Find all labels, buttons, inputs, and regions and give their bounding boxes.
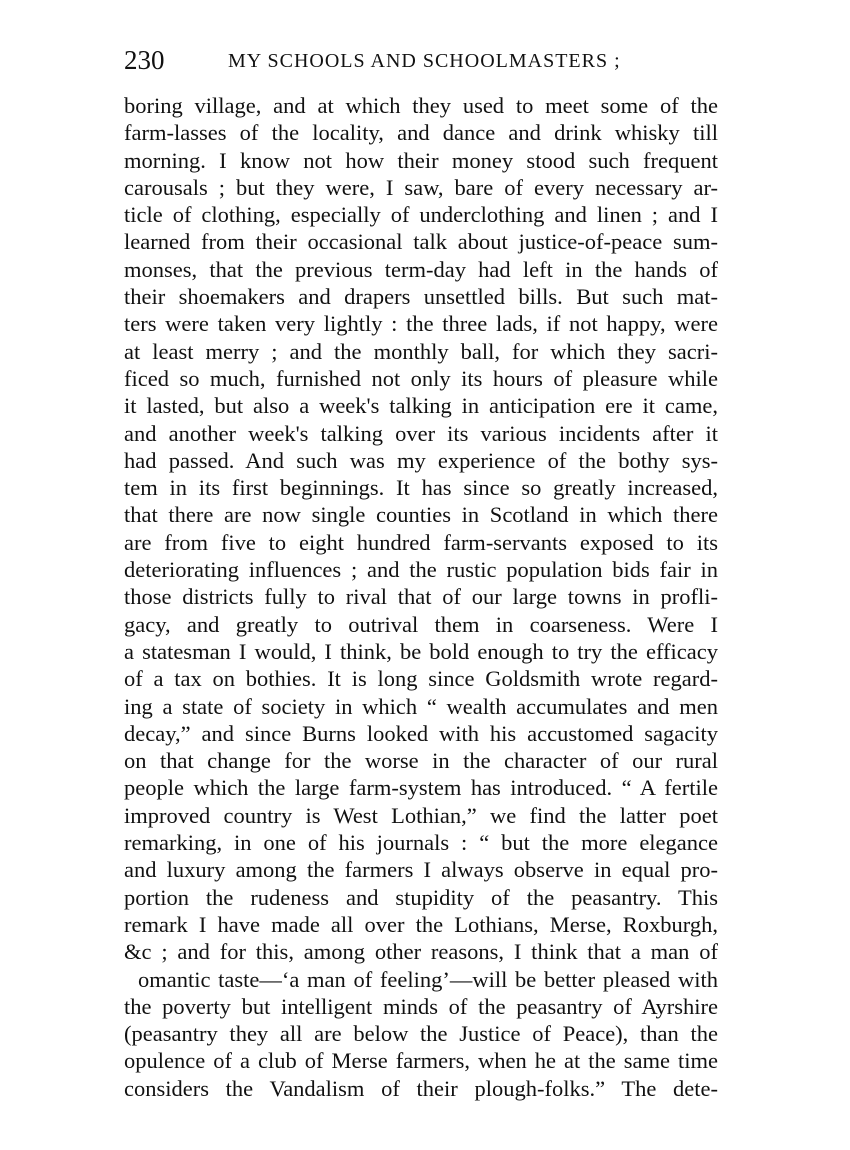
text-line: omantic taste—‘a man of feeling’—will be better pleased with — [138, 966, 718, 992]
text-line: ing a state of society in which “ wealth accumulates and men — [124, 693, 718, 719]
text-line: farm-lasses of the locality, and dance and drink whisky till — [124, 120, 718, 146]
text-line: a statesman I would, I think, be bold enough to try the efficacy — [124, 638, 718, 664]
text-line: on that change for the worse in the character of our rural — [124, 748, 718, 774]
text-line: &c ; and for this, among other reasons, I think that a man of — [124, 939, 718, 965]
text-line: at least merry ; and the monthly ball, for which they sacri- — [124, 338, 718, 364]
text-line: learned from their occasional talk about justice-of-peace sum- — [124, 229, 718, 255]
text-line: portion the rudeness and stupidity of the peasantry. This — [124, 884, 718, 910]
running-title: MY SCHOOLS AND SCHOOLMASTERS ; — [228, 50, 621, 72]
text-line: improved country is West Lothian,” we find the latter poet — [124, 802, 718, 828]
running-head — [124, 40, 724, 80]
text-line: those districts fully to rival that of our large towns in profli- — [124, 584, 718, 610]
body-text — [124, 92, 718, 1102]
text-line: gacy, and greatly to outrival them in coarseness. Were I — [124, 611, 718, 637]
text-line: and another week's talking over its various incidents after it — [124, 420, 718, 446]
text-line: of a tax on bothies. It is long since Goldsmith wrote regard- — [124, 666, 718, 692]
text-line: considers the Vandalism of their plough-folks.” The dete- — [124, 1075, 718, 1101]
page-number: 230 — [124, 45, 165, 75]
text-line: deteriorating influences ; and the rustic population bids fair in — [124, 557, 718, 583]
text-line: carousals ; but they were, I saw, bare of every necessary ar- — [124, 174, 718, 200]
text-line: opulence of a club of Merse farmers, when he at the same time — [124, 1048, 718, 1074]
text-line: (peasantry they all are below the Justice of Peace), than the — [124, 1021, 718, 1047]
text-line: the poverty but intelligent minds of the peasantry of Ayrshire — [124, 993, 718, 1019]
text-line: remark I have made all over the Lothians, Merse, Roxburgh, — [124, 911, 718, 937]
text-line: ficed so much, furnished not only its hours of pleasure while — [124, 365, 718, 391]
text-line: decay,” and since Burns looked with his accustomed sagacity — [124, 720, 718, 746]
text-line: morning. I know not how their money stood such frequent — [124, 147, 718, 173]
text-line: had passed. And such was my experience of the bothy sys- — [124, 447, 718, 473]
text-line: are from five to eight hundred farm-servants exposed to its — [124, 529, 718, 555]
text-line: people which the large farm-system has introduced. “ A fertile — [124, 775, 718, 801]
text-line: tem in its first beginnings. It has since so greatly increased, — [124, 475, 718, 501]
text-line: ticle of clothing, especially of underclothing and linen ; and I — [124, 202, 718, 228]
text-line: boring village, and at which they used to meet some of the — [124, 93, 718, 118]
text-line: it lasted, but also a week's talking in anticipation ere it came, — [124, 393, 718, 419]
text-line: monses, that the previous term-day had left in the hands of — [124, 256, 718, 282]
text-line: and luxury among the farmers I always observe in equal pro- — [124, 857, 718, 883]
text-line: their shoemakers and drapers unsettled bills. But such mat- — [124, 284, 718, 310]
text-line: that there are now single counties in Scotland in which there — [124, 502, 718, 528]
text-line: remarking, in one of his journals : “ but the more elegance — [124, 830, 718, 856]
text-line: ters were taken very lightly : the three lads, if not happy, were — [124, 311, 718, 337]
